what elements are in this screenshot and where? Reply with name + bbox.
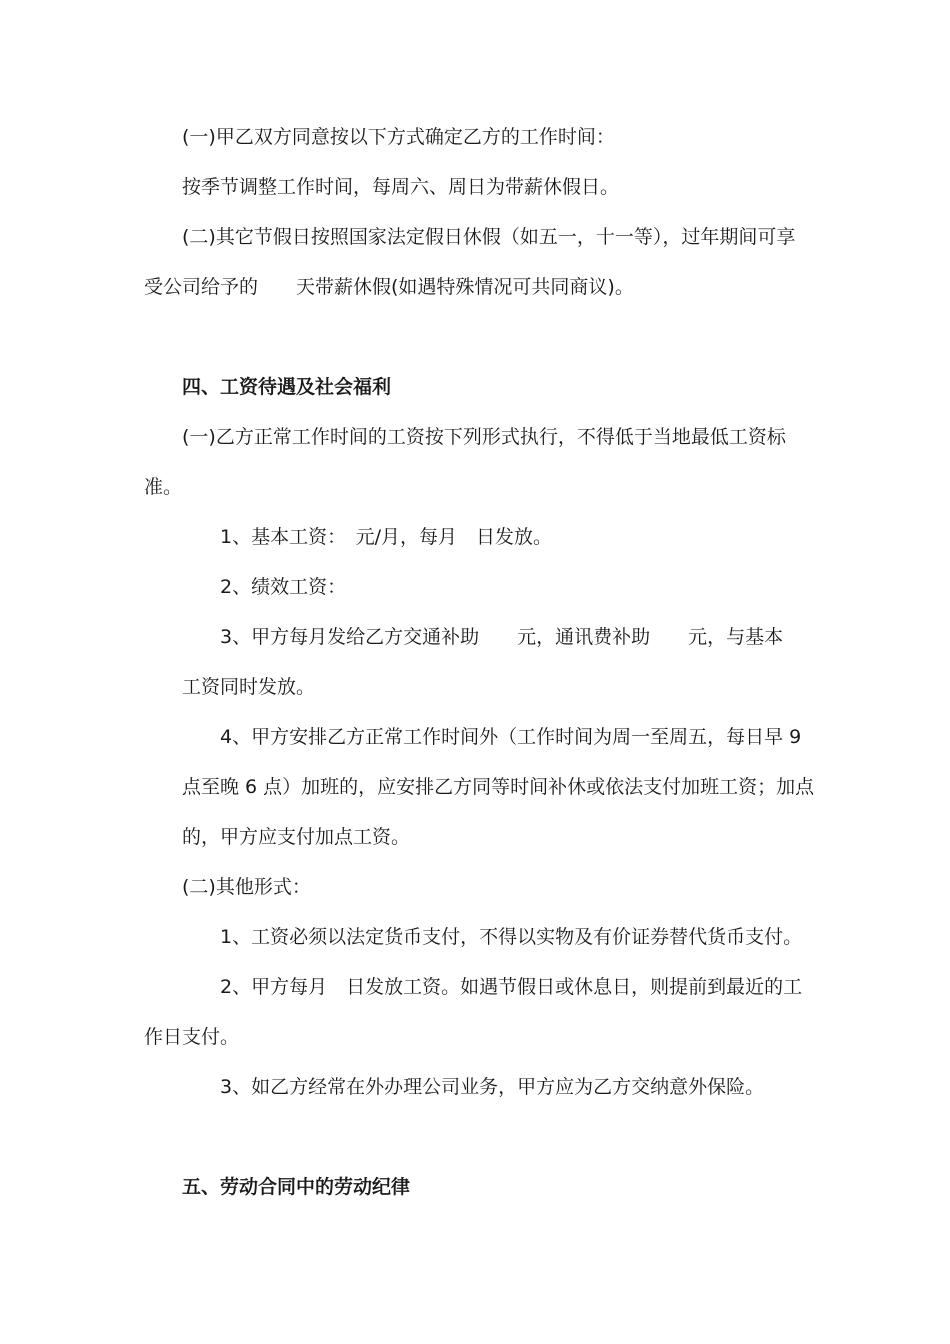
overtime-item-line-1: 4、甲方安排乙方正常工作时间外（工作时间为周一至周五，每日早 9 <box>220 726 802 748</box>
holiday-clause-line-1: (二)其它节假日按照国家法定假日休假（如五一，十一等），过年期间可享 <box>182 226 796 248</box>
allowance-item-line-1: 3、甲方每月发给乙方交通补助 元，通讯费补助 元，与基本 <box>220 626 784 648</box>
section-heading-discipline: 五、劳动合同中的劳动纪律 <box>182 1176 411 1198</box>
section-heading-wages: 四、工资待遇及社会福利 <box>182 376 392 398</box>
wage-clause-line-2: 准。 <box>144 476 183 498</box>
holiday-clause-line-2: 受公司给予的 天带薪休假(如遇特殊情况可共同商议)。 <box>144 276 634 298</box>
currency-payment-item: 1、工资必须以法定货币支付，不得以实物及有价证券替代货币支付。 <box>220 926 803 948</box>
insurance-item: 3、如乙方经常在外办理公司业务，甲方应为乙方交纳意外保险。 <box>220 1076 765 1098</box>
payday-item-line-1: 2、甲方每月 日发放工资。如遇节假日或休息日，则提前到最近的工 <box>220 976 803 998</box>
payday-item-line-2: 作日支付。 <box>144 1026 240 1048</box>
overtime-item-line-2: 点至晚 6 点）加班的，应安排乙方同等时间补休或依法支付加班工资；加点 <box>182 776 815 798</box>
overtime-item-line-3: 的，甲方应支付加点工资。 <box>182 826 411 848</box>
performance-salary-item: 2、绩效工资： <box>220 576 347 598</box>
work-time-clause-1-detail: 按季节调整工作时间，每周六、周日为带薪休假日。 <box>182 176 620 198</box>
other-forms-heading: (二)其他形式： <box>182 876 311 898</box>
basic-salary-item: 1、基本工资： 元/月，每月 日发放。 <box>220 526 552 548</box>
work-time-clause-1: (一)甲乙双方同意按以下方式确定乙方的工作时间： <box>182 126 615 148</box>
allowance-item-line-2: 工资同时发放。 <box>182 676 316 698</box>
wage-clause-line-1: (一)乙方正常工作时间的工资按下列形式执行，不得低于当地最低工资标 <box>182 426 786 448</box>
